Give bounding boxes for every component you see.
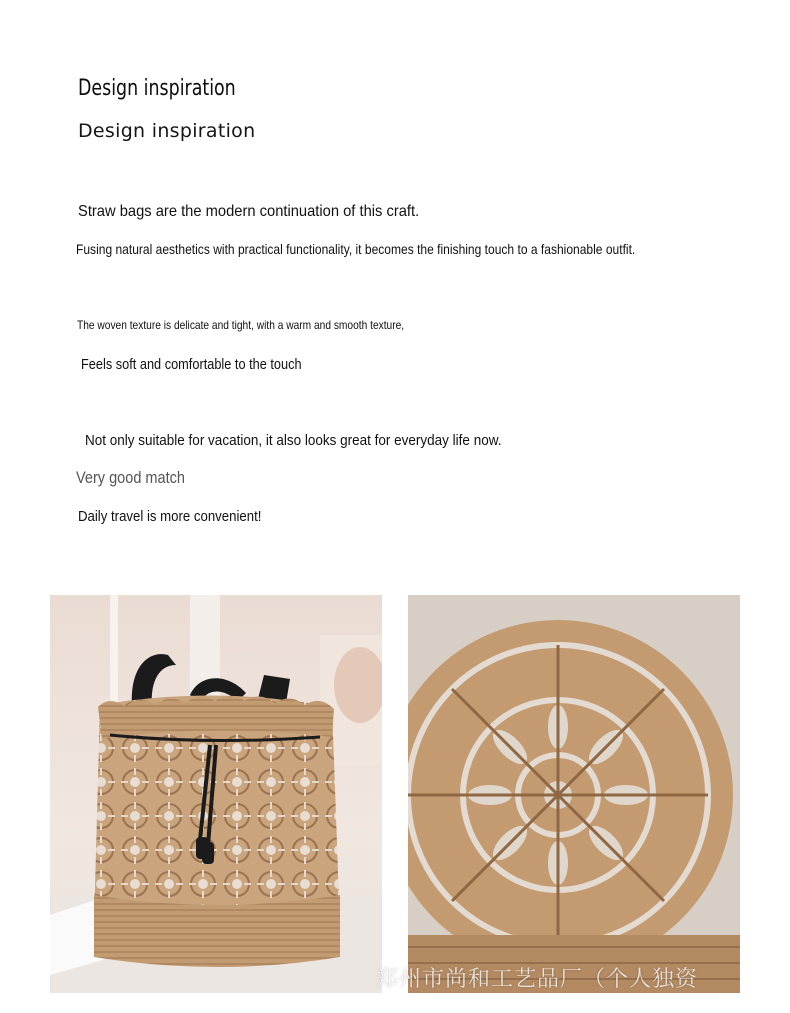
backpack-illustration [50,595,382,993]
description-line-1: Straw bags are the modern continuation of this craft. [78,203,420,220]
crochet-closeup-illustration [408,595,740,993]
description-line-5: Not only suitable for vacation, it also looks great for everyday life now. [85,432,502,449]
page-title: Design inspiration [78,76,236,101]
page-subtitle: Design inspiration [78,120,256,142]
backpack-photo [50,595,382,993]
description-line-7: Daily travel is more convenient! [78,508,262,525]
description-line-2: Fusing natural aesthetics with practical functionality, it becomes the finishing touch to a fashionable outfit. [76,241,636,257]
description-line-4: Feels soft and comfortable to the touch [81,357,302,373]
description-line-3: The woven texture is delicate and tight, with a warm and smooth texture, [77,318,405,332]
watermark-text: 郑州市尚和工艺品厂（个人独资 [376,967,699,992]
description-line-6: Very good match [76,469,185,487]
crochet-closeup-photo [408,595,740,993]
